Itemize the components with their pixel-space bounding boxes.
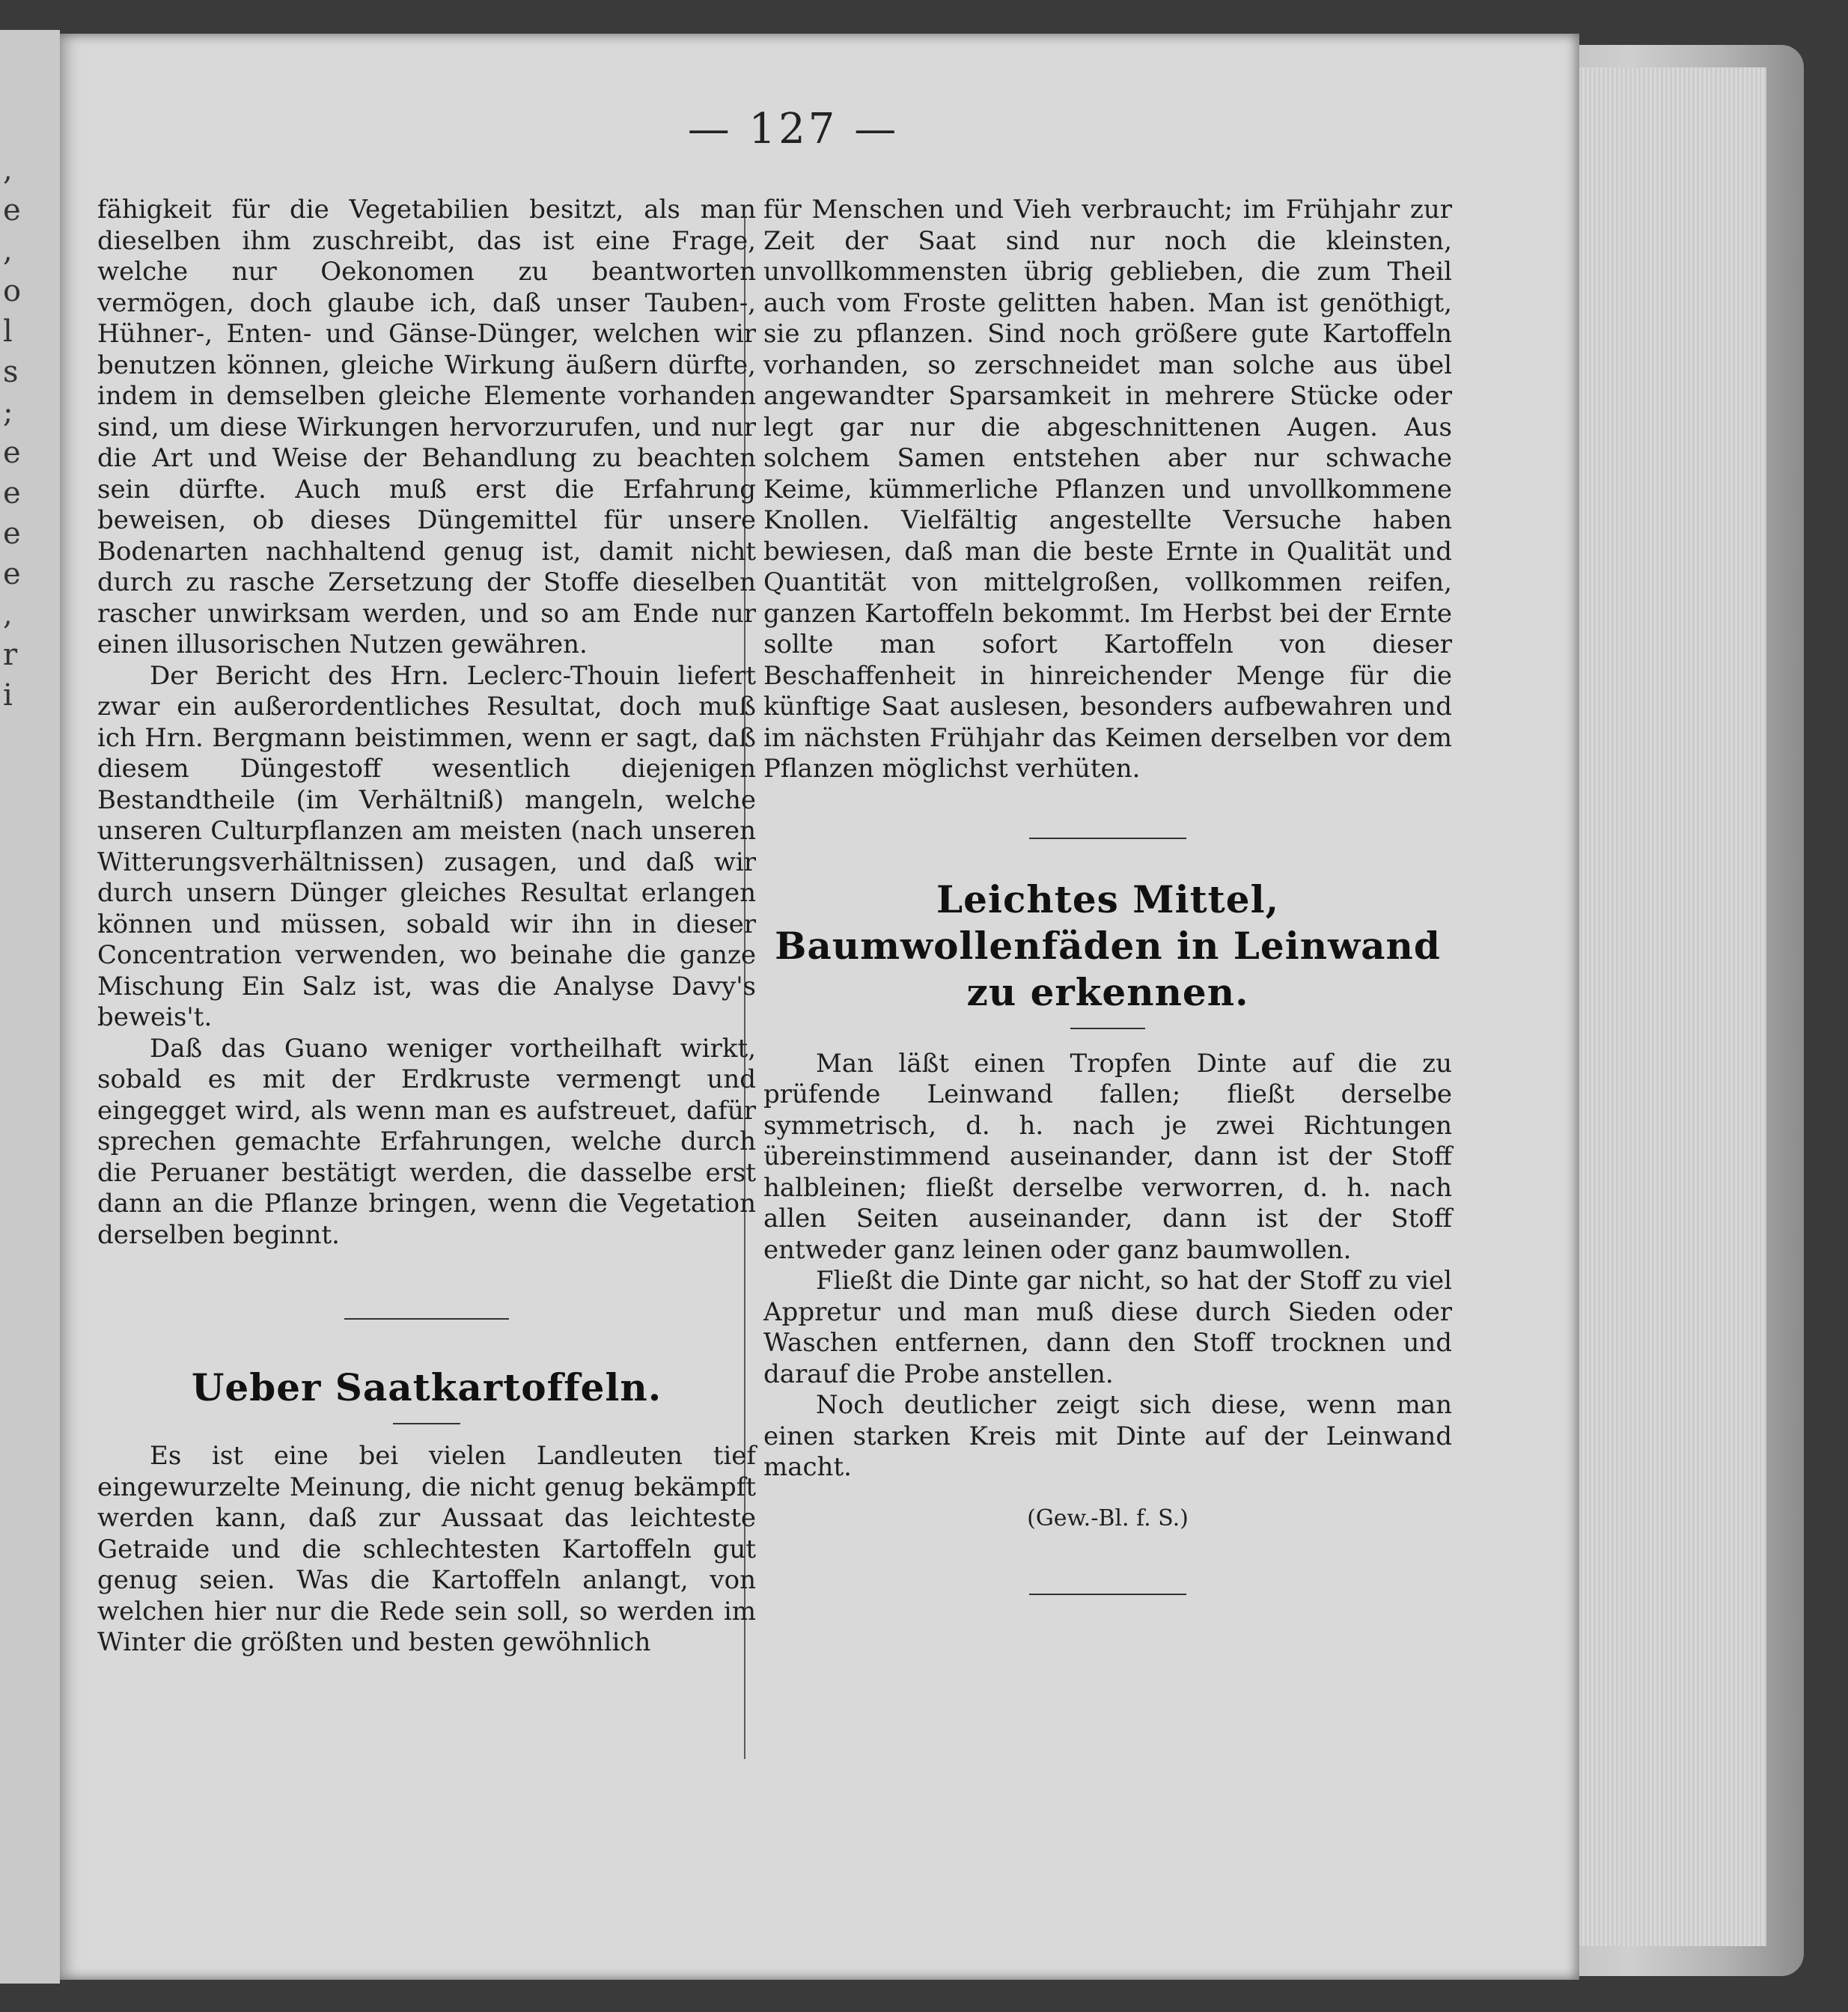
margin-mark: i — [3, 678, 13, 713]
margin-mark: , — [3, 597, 13, 632]
margin-mark: , — [3, 234, 13, 268]
section-heading-baumwollenfaeden: Leichtes Mittel, Baumwollenfäden in Leinwand zu erkennen. — [775, 877, 1441, 1014]
baumwollenfaeden-paragraph-2: Fließt die Dinte gar nicht, so hat der Stoff zu viel Appretur und man muß diese durch Sieden oder Waschen entfernen, dann den Stoff trocknen und darauf die Probe anstellen. — [763, 1266, 1452, 1389]
right-paragraph-1: für Menschen und Vieh verbraucht; im Frühjahr zur Zeit der Saat sind nur noch die kleinsten, unvollkommensten übrig geblieben, die zum Theil auch vom Froste gelitten haben. Man ist genöthigt, sie zu pflanzen. Sind noch größere gute Kartoffeln vorhanden, so zerschneidet man solche aus übel angewandter Sparsamkeit in mehrere Stücke oder legt gar nur die abgeschnittenen Augen. Aus solchem Samen entstehen aber nur schwache Keime, kümmerliche Pflanzen und unvollkommene Knollen. Vielfältig angestellte Versuche haben bewiesen, daß man die beste Ernte in Qualität und Quantität von mittelgroßen, vollkommen reifen, ganzen Kartoffeln bekommt. Im Herbst bei der Ernte sollte man sofort Kartoffeln von dieser Beschaffenheit in hinreichender Menge für die künftige Saat auslesen, besonders aufbewahren und im nächsten Frühjahr das Keimen derselben vor dem Pflanzen möglichst verhüten. — [763, 195, 1452, 784]
section-separator-rule — [1029, 838, 1186, 839]
left-paragraph-1: fähigkeit für die Vegetabilien besitzt, als man dieselben ihm zuschreibt, das ist eine Frage, welche nur Oekonomen zu beantworten vermögen, doch glaube ich, daß unser Tauben-, Hühner-, Enten- und Gänse-Dünger, welchen wir benutzen können, gleiche Wirkung äußern dürfte, indem in demselben gleiche Elemente vorhanden sind, um diese Wirkungen hervorzurufen, und nur die Art und Weise der Behandlung zu beachten sein dürfte. Auch muß erst die Erfahrung beweisen, ob dieses Düngemittel für unsere Bodenarten nachhaltend genug ist, damit nicht durch zu rasche Zersetzung der Stoffe dieselben rascher unwirksam werden, und so am Ende nur einen illusorischen Nutzen gewähren. — [97, 195, 756, 659]
end-rule — [1029, 1594, 1186, 1595]
margin-mark: , — [3, 153, 13, 187]
section-heading-saatkartoffeln: Ueber Saatkartoffeln. — [191, 1365, 662, 1409]
right-column — [763, 195, 1452, 1595]
margin-mark: e — [3, 436, 21, 470]
margin-mark: e — [3, 516, 21, 551]
baumwollenfaeden-paragraph-3: Noch deutlicher zeigt sich diese, wenn man einen starken Kreis mit Dinte auf der Leinwand macht. — [763, 1390, 1452, 1482]
margin-mark: r — [3, 638, 18, 672]
source-citation: (Gew.-Bl. f. S.) — [1027, 1505, 1189, 1531]
margin-mark: e — [3, 557, 21, 591]
margin-mark: ; — [3, 395, 13, 430]
left-paragraph-2: Der Bericht des Hrn. Leclerc-Thouin liefert zwar ein außerordentliches Resultat, doch muß ich Hrn. Bergmann beistimmen, wenn er sagt, daß diesem Düngestoff wesentlich diejenigen Bestandtheile (im Verhältniß) mangeln, welche unseren Culturpflanzen am meisten (nach unseren Witterungsverhältnissen) zusagen, und daß wir durch unsern Dünger gleiches Resultat erlangen können und müssen, sobald wir ihn in dieser Concentration verwenden, wo beinahe die ganze Mischung Ein Salz ist, was die Analyse Davy's beweis't. — [97, 660, 756, 1032]
heading-underline-rule — [1070, 1028, 1145, 1029]
baumwollenfaeden-paragraph-1: Man läßt einen Tropfen Dinte auf die zu prüfende Leinwand fallen; fließt derselbe symmetrisch, d. h. nach je zwei Richtungen übereinstimmend auseinander, dann ist der Stoff halbleinen; fließt derselbe verworren, d. h. nach allen Seiten auseinander, dann ist der Stoff entweder ganz leinen oder ganz baumwollen. — [763, 1048, 1452, 1265]
margin-mark: e — [3, 193, 21, 228]
previous-page-margin-text — [3, 150, 33, 716]
page-number: — 127 — — [687, 105, 900, 153]
book-page — [60, 34, 1579, 1980]
margin-mark: s — [3, 355, 19, 389]
section-separator-rule — [344, 1318, 509, 1320]
heading-underline-rule — [393, 1423, 460, 1424]
saatkartoffeln-paragraph: Es ist eine bei vielen Landleuten tief eingewurzelte Meinung, die nicht genug bekämpft werden kann, daß zur Aussaat das leichteste Getraide und die schlechtesten Kartoffeln gut genug seien. Was die Kartoffeln anlangt, von welchen hier nur die Rede sein soll, so werden im Winter die größten und besten gewöhnlich — [97, 1441, 756, 1657]
margin-mark: l — [3, 314, 13, 349]
margin-mark: e — [3, 476, 21, 510]
margin-mark: o — [3, 274, 22, 308]
left-column — [97, 195, 756, 1659]
left-paragraph-3: Daß das Guano weniger vortheilhaft wirkt, sobald es mit der Erdkruste vermengt und eingegget wird, als wenn man es aufstreuet, dafür sprechen gemachte Erfahrungen, welche durch die Peruaner bestätigt werden, die dasselbe erst dann an die Pflanze bringen, wenn die Vegetation derselben beginnt. — [97, 1033, 756, 1250]
